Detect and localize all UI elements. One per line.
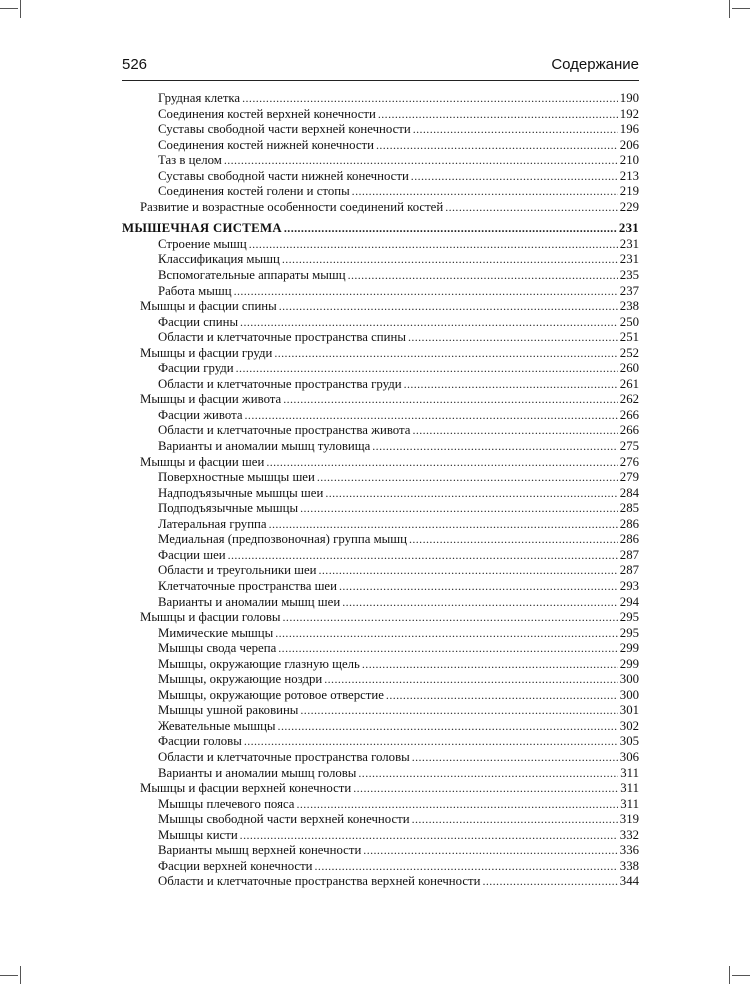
dot-leader [275, 626, 618, 642]
toc-entry-title: Мышцы и фасции груди [140, 345, 273, 360]
dot-leader [372, 439, 618, 455]
toc-entry-title: МЫШЕЧНАЯ СИСТЕМА [122, 221, 282, 236]
toc-entry-title: Мышцы ушной раковины [158, 703, 299, 718]
toc-entry-title: Фасции живота [158, 407, 243, 422]
toc-entry-title: Жевательные мышцы [158, 718, 276, 733]
toc-entry-page: 338 [619, 858, 639, 873]
dot-leader [283, 392, 618, 408]
toc-entry[interactable] [122, 626, 639, 642]
toc-entry-page: 206 [619, 137, 639, 152]
toc-entry-page: 190 [619, 91, 639, 105]
toc-entry-page: 231 [619, 236, 639, 251]
toc-entry[interactable] [122, 874, 639, 890]
dot-leader [300, 501, 618, 517]
toc-entry-title: Таз в целом [158, 153, 222, 168]
dot-leader [240, 828, 618, 844]
crop-mark [729, 966, 730, 984]
crop-mark [0, 8, 18, 9]
toc-entry-title: Фасции шеи [158, 547, 226, 562]
toc-entry-title: Варианты и аномалии мышц головы [158, 765, 357, 780]
toc-entry-page: 344 [619, 874, 639, 889]
toc-entry-page: 235 [619, 268, 639, 283]
toc-entry-page: 237 [619, 283, 639, 298]
toc-entry-title: Мышцы и фасции головы [140, 610, 281, 625]
dot-leader [376, 138, 618, 154]
toc-entry[interactable] [122, 138, 639, 154]
toc-entry-page: 213 [619, 168, 639, 183]
toc-entry-title: Варианты мышц верхней конечности [158, 843, 362, 858]
toc-entry[interactable] [122, 548, 639, 564]
toc-entry-page: 252 [619, 345, 639, 360]
dot-leader [228, 548, 618, 564]
toc-entry[interactable] [122, 797, 639, 813]
dot-leader [274, 346, 617, 362]
toc-entry-title: Мышцы свободной части верхней конечности [158, 812, 410, 827]
toc-entry[interactable] [122, 252, 639, 268]
toc-entry-title: Работа мышц [158, 283, 232, 298]
toc-entry[interactable] [122, 330, 639, 346]
toc-entry[interactable] [122, 641, 639, 657]
dot-leader [315, 859, 618, 875]
toc-entry-page: 319 [619, 812, 639, 827]
toc-entry-title: Мышцы свода черепа [158, 641, 277, 656]
toc-entry[interactable] [122, 200, 639, 216]
dot-leader [284, 221, 617, 237]
toc-entry-title: Соединения костей нижней конечности [158, 137, 374, 152]
dot-leader [249, 237, 618, 253]
toc-entry[interactable] [122, 672, 639, 688]
toc-entry-title: Классификация мышц [158, 252, 280, 267]
toc-entry[interactable] [122, 719, 639, 735]
toc-entry-page: 231 [618, 221, 639, 236]
toc-entry-page: 311 [620, 796, 639, 811]
toc-entry-title: Мышцы и фасции шеи [140, 454, 265, 469]
dot-leader [300, 703, 617, 719]
toc-entry-title: Фасции верхней конечности [158, 858, 313, 873]
toc-entry-title: Области и клетчаточные пространства верхней конечности [158, 874, 481, 889]
toc-entry-page: 260 [619, 361, 639, 376]
dot-leader [412, 750, 618, 766]
dot-leader [411, 169, 618, 185]
toc-entry-title: Строение мышц [158, 236, 247, 251]
dot-leader [266, 455, 617, 471]
dot-leader [352, 184, 618, 200]
crop-mark [20, 966, 21, 984]
toc-entry-title: Латеральная группа [158, 516, 267, 531]
toc-entry[interactable] [122, 455, 639, 471]
toc-entry-page: 262 [619, 392, 639, 407]
toc-entry-page: 275 [619, 439, 639, 454]
toc-entry-title: Мышцы, окружающие глазную щель [158, 656, 360, 671]
toc-entry[interactable] [122, 703, 639, 719]
toc-entry-page: 294 [619, 594, 639, 609]
toc-entry[interactable] [122, 299, 639, 315]
toc-entry-title: Соединения костей верхней конечности [158, 106, 376, 121]
toc-entry[interactable] [122, 859, 639, 875]
toc-entry[interactable] [122, 237, 639, 253]
table-of-contents [122, 91, 639, 890]
crop-mark [0, 975, 18, 976]
toc-entry[interactable] [122, 392, 639, 408]
toc-entry[interactable] [122, 579, 639, 595]
dot-leader [358, 766, 618, 782]
toc-entry-page: 286 [619, 532, 639, 547]
toc-entry-page: 250 [619, 314, 639, 329]
toc-entry[interactable] [122, 657, 639, 673]
toc-entry[interactable] [122, 470, 639, 486]
toc-entry-title: Мышцы, окружающие ротовое отверстие [158, 687, 384, 702]
toc-entry-page: 287 [619, 563, 639, 578]
toc-entry-page: 279 [619, 470, 639, 485]
toc-entry[interactable] [122, 423, 639, 439]
toc-entry-page: 287 [619, 547, 639, 562]
dot-leader [408, 330, 618, 346]
dot-leader [445, 200, 618, 216]
dot-leader [482, 874, 617, 890]
toc-entry-title: Области и клетчаточные пространства головы [158, 749, 410, 764]
toc-entry-page: 286 [619, 516, 639, 531]
toc-entry-page: 238 [619, 299, 639, 314]
toc-entry-title: Суставы свободной части верхней конечности [158, 122, 411, 137]
toc-entry-page: 336 [619, 843, 639, 858]
toc-entry[interactable] [122, 563, 639, 579]
toc-entry-page: 311 [620, 765, 639, 780]
toc-entry-page: 196 [619, 122, 639, 137]
dot-leader [236, 361, 618, 377]
page-number: 526 [122, 56, 148, 73]
toc-entry[interactable] [122, 377, 639, 393]
dot-leader [378, 107, 618, 123]
dot-leader [279, 299, 618, 315]
toc-entry-title: Мышцы кисти [158, 827, 238, 842]
dot-leader [412, 812, 618, 828]
dot-leader [362, 657, 618, 673]
toc-entry[interactable] [122, 408, 639, 424]
dot-leader [339, 579, 618, 595]
toc-entry-page: 306 [619, 749, 639, 764]
toc-entry-title: Суставы свободной части нижней конечности [158, 168, 409, 183]
toc-entry[interactable] [122, 315, 639, 331]
dot-leader [244, 734, 618, 750]
toc-entry-title: Поверхностные мышцы шеи [158, 470, 315, 485]
toc-entry-title: Клетчаточные пространства шеи [158, 578, 337, 593]
dot-leader [342, 595, 618, 611]
toc-entry-page: 219 [619, 184, 639, 199]
dot-leader [269, 517, 618, 533]
toc-entry-page: 299 [619, 656, 639, 671]
toc-entry-page: 192 [619, 106, 639, 121]
toc-entry-title: Вспомогательные аппараты мышц [158, 268, 346, 283]
toc-entry-page: 302 [619, 718, 639, 733]
toc-entry[interactable] [122, 153, 639, 169]
toc-entry-title: Развитие и возрастные особенности соединений костей [140, 199, 444, 214]
toc-entry-page: 305 [619, 734, 639, 749]
toc-entry-page: 301 [619, 703, 639, 718]
toc-section-heading[interactable] [122, 221, 639, 237]
toc-entry-page: 295 [619, 625, 639, 640]
toc-entry-title: Области и треугольники шеи [158, 563, 317, 578]
toc-entry[interactable] [122, 91, 639, 107]
toc-entry[interactable] [122, 486, 639, 502]
dot-leader [348, 268, 618, 284]
toc-entry-page: 299 [619, 641, 639, 656]
dot-leader [278, 641, 618, 657]
dot-leader [282, 252, 618, 268]
dot-leader [296, 797, 618, 813]
toc-entry[interactable] [122, 501, 639, 517]
toc-entry[interactable] [122, 268, 639, 284]
toc-entry[interactable] [122, 843, 639, 859]
toc-entry-page: 311 [620, 781, 639, 796]
toc-entry[interactable] [122, 610, 639, 626]
dot-leader [242, 91, 618, 107]
toc-entry[interactable] [122, 169, 639, 185]
toc-entry-title: Фасции головы [158, 734, 242, 749]
toc-entry-page: 231 [619, 252, 639, 267]
crop-mark [729, 0, 730, 18]
crop-mark [732, 975, 750, 976]
toc-entry-title: Мышцы и фасции живота [140, 392, 282, 407]
toc-entry[interactable] [122, 734, 639, 750]
dot-leader [224, 153, 618, 169]
toc-entry-title: Мышцы и фасции верхней конечности [140, 781, 352, 796]
toc-entry[interactable] [122, 517, 639, 533]
toc-entry-page: 251 [619, 330, 639, 345]
toc-entry[interactable] [122, 688, 639, 704]
dot-leader [363, 843, 618, 859]
toc-entry-page: 229 [619, 199, 639, 214]
toc-entry-title: Варианты и аномалии мышц шеи [158, 594, 341, 609]
dot-leader [278, 719, 618, 735]
toc-entry-title: Мимические мышцы [158, 625, 274, 640]
toc-entry-title: Области и клетчаточные пространства спины [158, 330, 406, 345]
toc-entry[interactable] [122, 184, 639, 200]
toc-entry-page: 300 [619, 687, 639, 702]
toc-entry-page: 266 [619, 423, 639, 438]
toc-entry[interactable] [122, 361, 639, 377]
toc-entry[interactable] [122, 532, 639, 548]
toc-entry-page: 295 [619, 610, 639, 625]
toc-entry[interactable] [122, 122, 639, 138]
dot-leader [317, 470, 618, 486]
toc-entry[interactable] [122, 595, 639, 611]
crop-mark [732, 8, 750, 9]
toc-entry-page: 300 [619, 672, 639, 687]
toc-entry-title: Надподъязычные мышцы шеи [158, 485, 324, 500]
toc-entry-title: Мышцы и фасции спины [140, 299, 277, 314]
toc-entry-title: Грудная клетка [158, 91, 241, 105]
dot-leader [404, 377, 618, 393]
toc-entry-title: Варианты и аномалии мышц туловища [158, 439, 371, 454]
dot-leader [324, 672, 618, 688]
toc-entry-page: 261 [619, 376, 639, 391]
toc-entry-title: Фасции спины [158, 314, 239, 329]
dot-leader [325, 486, 617, 502]
dot-leader [319, 563, 618, 579]
toc-entry-title: Мышцы, окружающие ноздри [158, 672, 323, 687]
toc-entry-title: Мышцы плечевого пояса [158, 796, 295, 811]
toc-entry[interactable] [122, 750, 639, 766]
dot-leader [413, 122, 618, 138]
dot-leader [353, 781, 618, 797]
toc-entry-page: 285 [619, 501, 639, 516]
dot-leader [234, 284, 618, 300]
dot-leader [409, 532, 618, 548]
toc-entry[interactable] [122, 439, 639, 455]
toc-entry-title: Области и клетчаточные пространства живота [158, 423, 411, 438]
toc-entry-title: Медиальная (предпозвоночная) группа мышц [158, 532, 407, 547]
page-header [122, 52, 639, 81]
toc-entry[interactable] [122, 107, 639, 123]
toc-entry-page: 210 [619, 153, 639, 168]
toc-entry-page: 276 [619, 454, 639, 469]
running-title: Содержание [551, 56, 639, 73]
toc-entry[interactable] [122, 766, 639, 782]
dot-leader [386, 688, 618, 704]
dot-leader [245, 408, 618, 424]
toc-entry-page: 293 [619, 578, 639, 593]
dot-leader [283, 610, 618, 626]
toc-entry-title: Подподъязычные мышцы [158, 501, 299, 516]
toc-entry[interactable] [122, 284, 639, 300]
toc-entry[interactable] [122, 812, 639, 828]
toc-entry-title: Соединения костей голени и стопы [158, 184, 350, 199]
toc-entry[interactable] [122, 781, 639, 797]
toc-entry-page: 284 [619, 485, 639, 500]
toc-entry-title: Фасции груди [158, 361, 234, 376]
toc-entry-page: 266 [619, 407, 639, 422]
dot-leader [412, 423, 617, 439]
toc-entry-title: Области и клетчаточные пространства груди [158, 376, 402, 391]
dot-leader [240, 315, 618, 331]
crop-mark [20, 0, 21, 18]
toc-entry[interactable] [122, 828, 639, 844]
toc-entry[interactable] [122, 346, 639, 362]
toc-entry-page: 332 [619, 827, 639, 842]
